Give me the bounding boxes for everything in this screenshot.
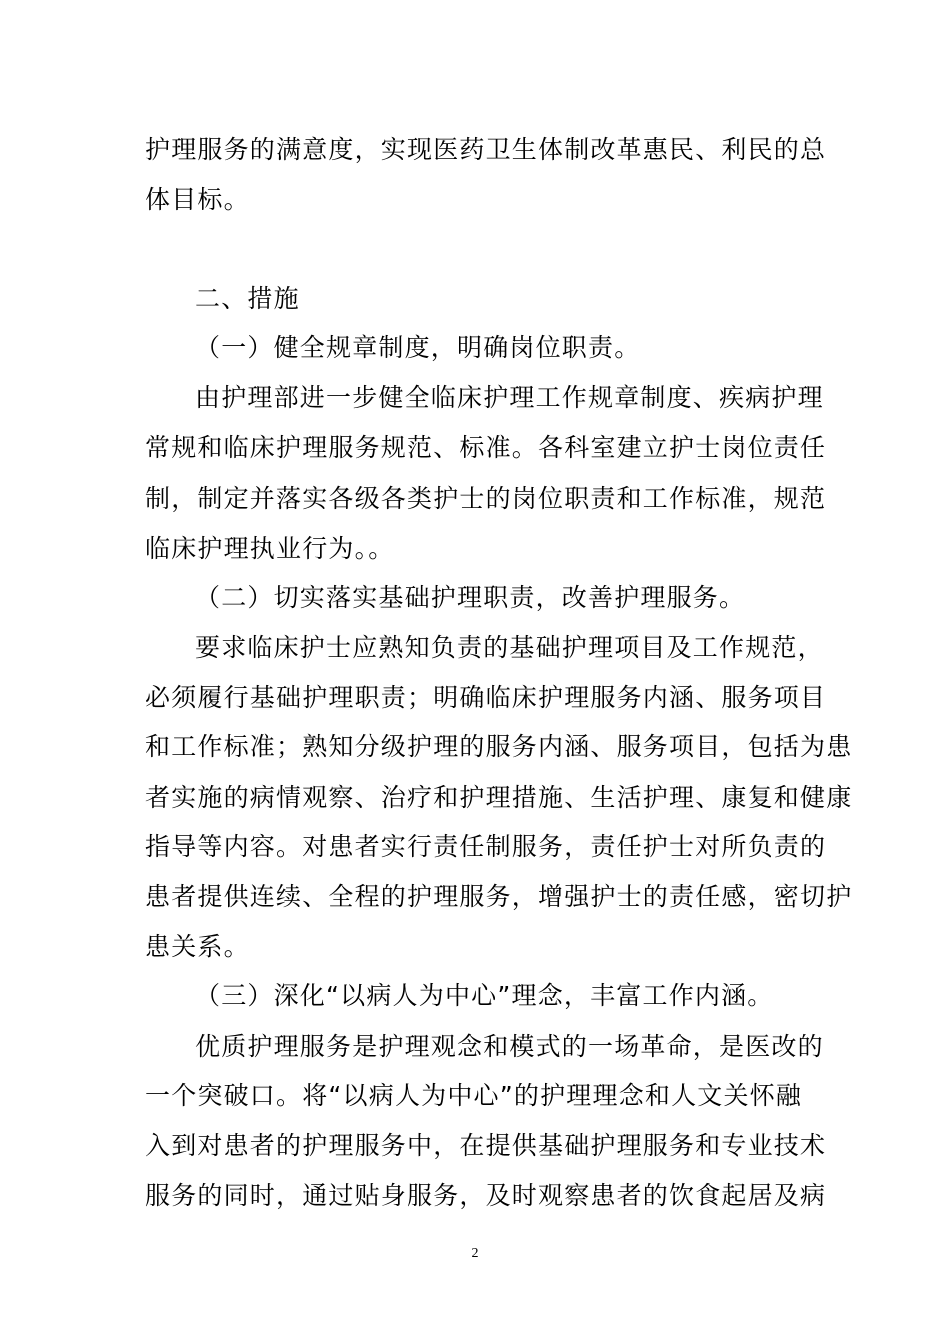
body-text-line: 服务的同时，通过贴身服务，及时观察患者的饮食起居及病 xyxy=(145,1181,827,1210)
section-heading: 二、措施 xyxy=(195,284,300,313)
body-text-line: 由护理部进一步健全临床护理工作规章制度、疾病护理 xyxy=(195,383,824,412)
subsection-heading: （一）健全规章制度，明确岗位职责。 xyxy=(195,333,641,362)
body-text-line: 体目标。 xyxy=(145,185,250,214)
body-text-line: 要求临床护士应熟知负责的基础护理项目及工作规范， xyxy=(195,633,824,662)
body-text-line: 临床护理执业行为。。 xyxy=(145,534,395,563)
body-text-line: 一个突破口。将“以病人为中心”的护理理念和人文关怀融 xyxy=(145,1081,803,1110)
body-text-line: 优质护理服务是护理观念和模式的一场革命，是医改的 xyxy=(195,1032,824,1061)
body-text-line: 和工作标准；熟知分级护理的服务内涵、服务项目，包括为患 xyxy=(145,732,853,761)
body-text-line: 指导等内容。对患者实行责任制服务，责任护士对所负责的 xyxy=(145,832,827,861)
page-number: 2 xyxy=(471,1246,479,1261)
body-text-line: 患者提供连续、全程的护理服务，增强护士的责任感，密切护 xyxy=(145,882,853,911)
body-text-line: 护理服务的满意度，实现医药卫生体制改革惠民、利民的总 xyxy=(145,135,827,164)
body-text-line: 制，制定并落实各级各类护士的岗位职责和工作标准，规范 xyxy=(145,484,827,513)
body-text-line: 患关系。 xyxy=(145,932,250,961)
body-text-line: 必须履行基础护理职责；明确临床护理服务内涵、服务项目 xyxy=(145,683,827,712)
body-text-line: 者实施的病情观察、治疗和护理措施、生活护理、康复和健康 xyxy=(145,783,853,812)
body-text-line: 常规和临床护理服务规范、标准。各科室建立护士岗位责任 xyxy=(145,433,827,462)
subsection-heading: （三）深化“以病人为中心”理念，丰富工作内涵。 xyxy=(195,981,774,1010)
subsection-heading: （二）切实落实基础护理职责，改善护理服务。 xyxy=(195,583,746,612)
body-text-line: 入到对患者的护理服务中，在提供基础护理服务和专业技术 xyxy=(145,1131,827,1160)
